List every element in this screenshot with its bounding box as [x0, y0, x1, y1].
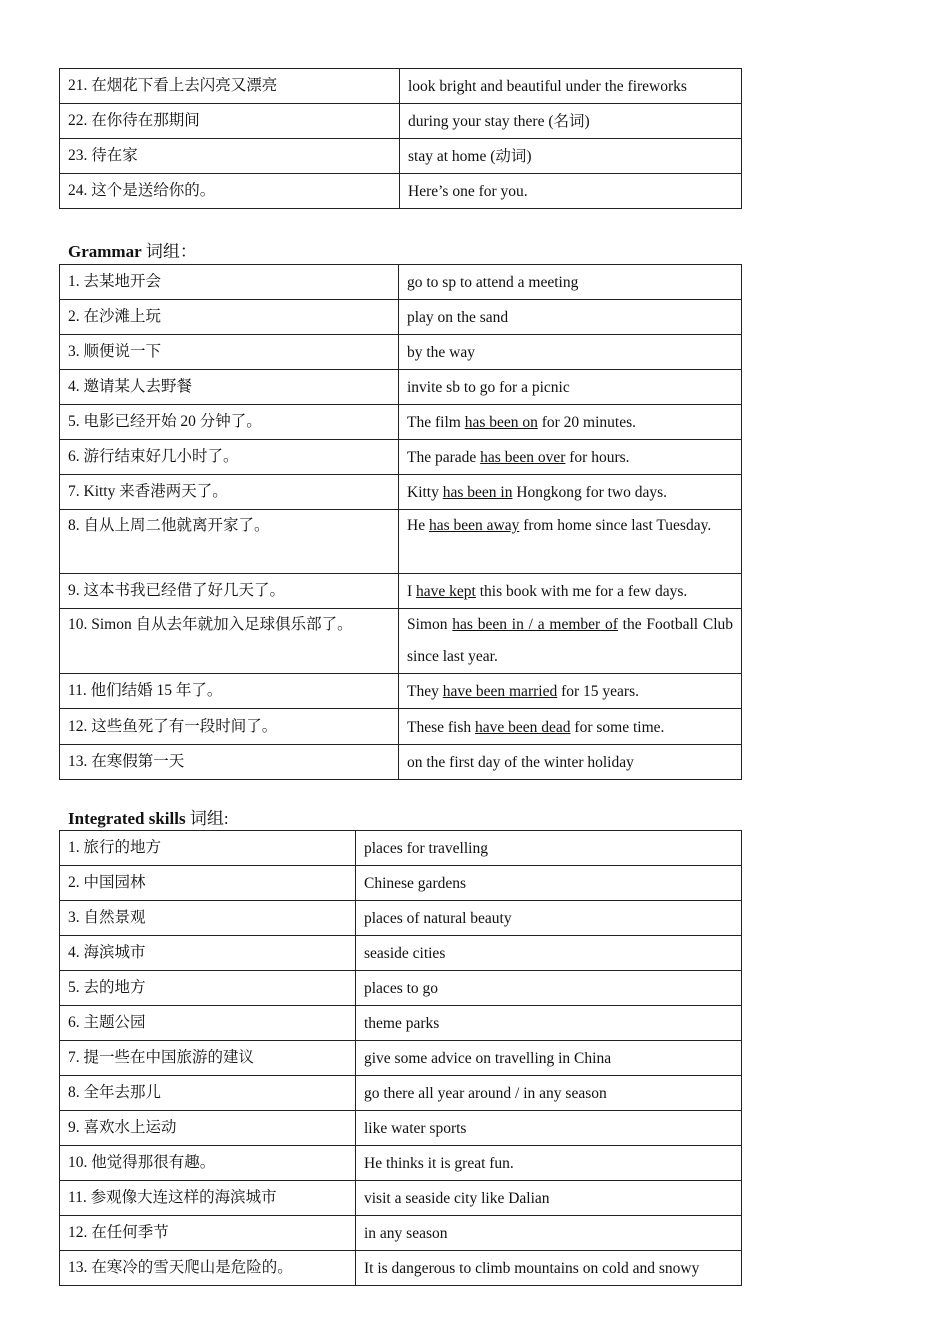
- en-text: for 20 minutes.: [537, 414, 637, 431]
- table-row: [60, 831, 742, 866]
- integrated-heading-bold: Integrated skills: [68, 809, 186, 828]
- en-text: The parade: [407, 449, 481, 466]
- cn-cell: 21. 在烟花下看上去闪亮又漂亮: [60, 69, 400, 104]
- cn-cell: 23. 待在家: [60, 139, 400, 174]
- cn-cell: 1. 旅行的地方: [60, 831, 356, 866]
- table-row: [60, 1076, 742, 1111]
- en-text: Simon: [407, 616, 453, 633]
- table-row: [60, 674, 742, 709]
- en-cell: [399, 674, 742, 709]
- underlined-phrase: has been in: [442, 484, 513, 501]
- en-cell: invite sb to go for a picnic: [399, 370, 742, 405]
- en-text: I: [407, 583, 417, 600]
- table-row: [60, 104, 742, 139]
- en-text: for hours.: [565, 449, 630, 466]
- en-cell: [399, 609, 742, 674]
- table-row: [60, 335, 742, 370]
- en-cell: [399, 405, 742, 440]
- en-cell: [399, 440, 742, 475]
- cn-cell: 10. 他觉得那很有趣。: [60, 1146, 356, 1181]
- cn-cell: 3. 顺便说一下: [60, 335, 399, 370]
- en-cell: theme parks: [356, 1006, 742, 1041]
- en-text: These fish: [407, 718, 476, 736]
- en-cell: [399, 574, 742, 609]
- en-cell: in any season: [356, 1216, 742, 1251]
- vocab-table-continued: [59, 68, 742, 209]
- en-cell: Here’s one for you.: [400, 174, 742, 209]
- table-row: [60, 510, 742, 574]
- en-cell: It is dangerous to climb mountains on cold and snowy: [356, 1251, 742, 1286]
- cn-cell: 8. 自从上周二他就离开家了。: [60, 510, 399, 574]
- en-cell: [399, 709, 742, 745]
- table-row: [60, 1181, 742, 1216]
- en-text: He: [407, 517, 429, 534]
- cn-cell: 9. 这本书我已经借了好几天了。: [60, 574, 399, 609]
- en-cell: on the first day of the winter holiday: [399, 745, 742, 780]
- cn-cell: 13. 在寒假第一天: [60, 745, 399, 780]
- en-cell: [399, 475, 742, 510]
- cn-cell: 2. 中国园林: [60, 866, 356, 901]
- cn-cell: 12. 在任何季节: [60, 1216, 356, 1251]
- en-cell: like water sports: [356, 1111, 742, 1146]
- table-row: [60, 971, 742, 1006]
- table-row: [60, 405, 742, 440]
- en-text: for some time.: [570, 718, 665, 736]
- en-text: from home since last Tuesday.: [519, 517, 712, 534]
- cn-cell: 5. 电影已经开始 20 分钟了。: [60, 405, 399, 440]
- grammar-heading-rest: 词组：: [141, 242, 197, 261]
- en-cell: seaside cities: [356, 936, 742, 971]
- table-row: [60, 139, 742, 174]
- underlined-phrase: have kept: [416, 583, 476, 600]
- table-row: [60, 265, 742, 300]
- en-cell: give some advice on travelling in China: [356, 1041, 742, 1076]
- table-row: [60, 69, 742, 104]
- cn-cell: 6. 游行结束好几小时了。: [60, 440, 399, 475]
- cn-cell: 22. 在你待在那期间: [60, 104, 400, 139]
- en-cell: go there all year around / in any season: [356, 1076, 742, 1111]
- underlined-phrase: has been in / a member of: [452, 616, 618, 633]
- table-row: [60, 609, 742, 674]
- underlined-phrase: has been on: [464, 414, 538, 431]
- table-row: [60, 936, 742, 971]
- table-row: [60, 1146, 742, 1181]
- cn-cell: 4. 海滨城市: [60, 936, 356, 971]
- en-cell: He thinks it is great fun.: [356, 1146, 742, 1181]
- table-row: [60, 901, 742, 936]
- cn-cell: 4. 邀请某人去野餐: [60, 370, 399, 405]
- grammar-heading-bold: Grammar: [68, 242, 142, 261]
- table-row: [60, 709, 742, 745]
- table-row: [60, 1251, 742, 1286]
- en-cell: during your stay there (名词): [400, 104, 742, 139]
- table-row: [60, 1111, 742, 1146]
- en-text: The film: [407, 414, 465, 431]
- en-cell: places of natural beauty: [356, 901, 742, 936]
- en-cell: places to go: [356, 971, 742, 1006]
- integrated-skills-table: [59, 830, 742, 1286]
- cn-cell: 11. 他们结婚 15 年了。: [60, 674, 399, 709]
- en-cell: [399, 510, 742, 574]
- cn-cell: 8. 全年去那儿: [60, 1076, 356, 1111]
- cn-cell: 3. 自然景观: [60, 901, 356, 936]
- cn-cell: 5. 去的地方: [60, 971, 356, 1006]
- table-row: [60, 1006, 742, 1041]
- cn-cell: 7. 提一些在中国旅游的建议: [60, 1041, 356, 1076]
- en-cell: look bright and beautiful under the fireworks: [400, 69, 742, 104]
- table-row: [60, 475, 742, 510]
- cn-cell: 2. 在沙滩上玩: [60, 300, 399, 335]
- table-row: [60, 745, 742, 780]
- en-cell: visit a seaside city like Dalian: [356, 1181, 742, 1216]
- en-cell: Chinese gardens: [356, 866, 742, 901]
- table-row: [60, 1216, 742, 1251]
- en-text: Kitty: [407, 484, 443, 501]
- en-cell: places for travelling: [356, 831, 742, 866]
- table-row: [60, 440, 742, 475]
- cn-cell: 7. Kitty 来香港两天了。: [60, 475, 399, 510]
- grammar-table: [59, 264, 742, 780]
- cn-cell: 1. 去某地开会: [60, 265, 399, 300]
- grammar-heading: [68, 237, 197, 262]
- integrated-skills-heading: [68, 804, 229, 829]
- table-row: [60, 174, 742, 209]
- cn-cell: 12. 这些鱼死了有一段时间了。: [60, 709, 399, 745]
- table-row: [60, 370, 742, 405]
- underlined-phrase: has been over: [480, 449, 566, 466]
- table-row: [60, 866, 742, 901]
- cn-cell: 9. 喜欢水上运动: [60, 1111, 356, 1146]
- en-text: this book with me for a few days.: [475, 583, 688, 600]
- underlined-phrase: have been dead: [475, 718, 571, 736]
- en-text: Hongkong for two days.: [512, 484, 668, 501]
- en-cell: stay at home (动词): [400, 139, 742, 174]
- en-text: the Football Club since last year.: [407, 616, 734, 665]
- integrated-heading-rest: 词组:: [185, 809, 229, 828]
- table-row: [60, 300, 742, 335]
- cn-cell: 10. Simon 自从去年就加入足球俱乐部了。: [60, 609, 399, 674]
- cn-cell: 6. 主题公园: [60, 1006, 356, 1041]
- underlined-phrase: has been away: [428, 517, 520, 534]
- cn-cell: 24. 这个是送给你的。: [60, 174, 400, 209]
- table-row: [60, 1041, 742, 1076]
- underlined-phrase: have been married: [442, 683, 558, 700]
- cn-cell: 11. 参观像大连这样的海滨城市: [60, 1181, 356, 1216]
- en-cell: play on the sand: [399, 300, 742, 335]
- table-row: [60, 574, 742, 609]
- en-text: for 15 years.: [557, 683, 639, 700]
- en-cell: by the way: [399, 335, 742, 370]
- en-text: They: [407, 683, 443, 700]
- cn-cell: 13. 在寒冷的雪天爬山是危险的。: [60, 1251, 356, 1286]
- en-cell: go to sp to attend a meeting: [399, 265, 742, 300]
